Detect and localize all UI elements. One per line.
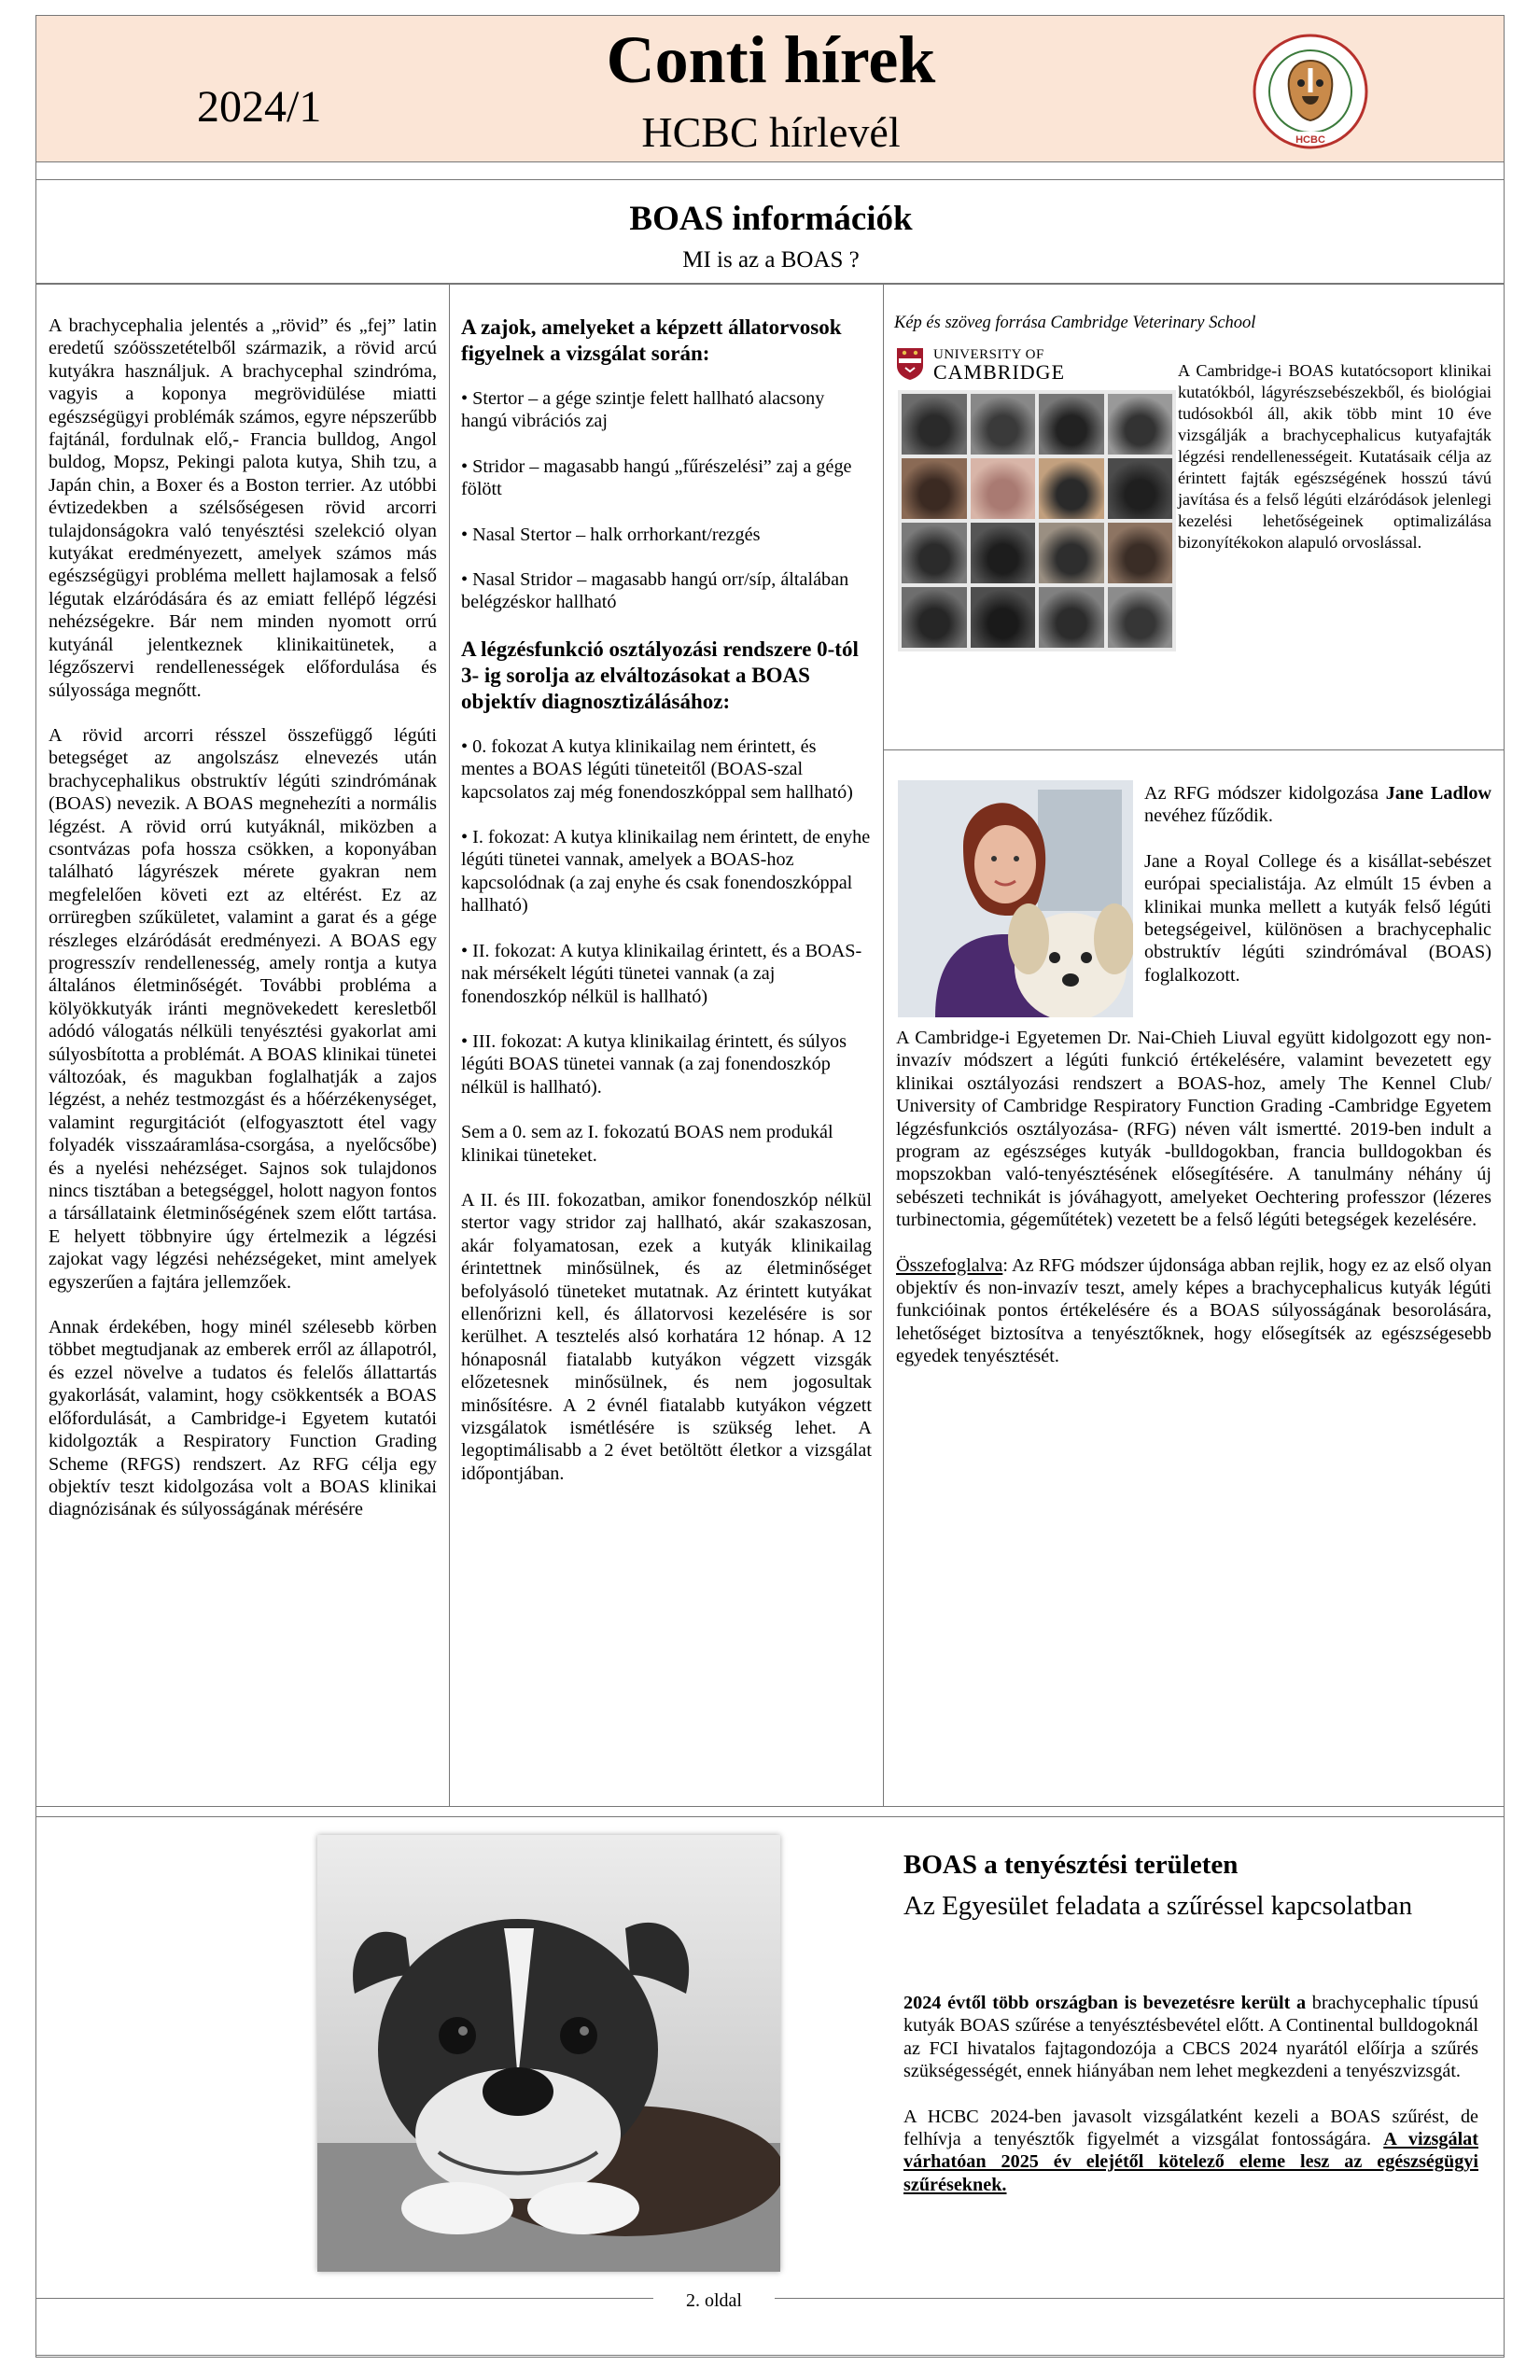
summary-text: : Az RFG módszer újdonsága abban rejlik, hogy ez az első olyan objektív és non-invazív teszt, amely képes a brachycephalicus kutyák légúti funkcióinak pontos értékelésére és a BOAS súlyosságának besorolására, lehetőséget biztosítva a tenyésztőknek, hogy elősegítsék az egészségesebb egyedek tenyésztését.	[896, 1254, 1491, 1367]
nose-photo	[902, 587, 967, 648]
jane-ladlow-photo	[898, 780, 1133, 1017]
breeding-title: BOAS a tenyésztési területen	[903, 1850, 1239, 1880]
source-credit: Kép és szöveg forrása Cambridge Veterinary School	[894, 314, 1256, 332]
jane-intro-sentence	[1144, 782, 1491, 828]
grade-item: • II. fokozat: A kutya klinikailag érintett, és a BOAS-nak mérsékelt légúti tünetei vannak (a zaj fonendoszkóp nélkül is hallható)	[461, 940, 862, 1007]
nose-photo	[1039, 458, 1104, 519]
paragraph: A rövid arcorri résszel összefüggő légúti betegséget az angolszász elnevezés után brachycephalikus obstruktív légúti szindrómának (BOAS) nevezik. A BOAS megnehezíti a normális légzést. A rövid orrú kutyáknál, miközben a csontvázas pofa hossza csökken, a koponyában található lágyrészek mérete gyakran nem megfelelően követi ezt az eltérést. Ez az orrüregben szűkületet, valamint a garat és a gége részleges elzáródását eredményezi. A BOAS egy progresszív rendellenesség, amely rontja a kutya általános életminőségét. További probléma a kölyökkutyák iránti megnövekedett keresletből adódó válogatás nélküli tenyésztési gyakorlat ami súlyosbította a problémát. A BOAS klinikai tünetei változóak, és magukban foglalhatják a zajos légzést, a nehéz testmozgást és a hőérzékenységet, valamint regurgitációt (elfogyasztott étel vagy folyadék visszaáramlása-csorgása, a nyelőcsőbe) és a nyelési nehézséget. Sajnos sok tulajdonos nincs tisztában a betegséggel, holott nagyon fontos a társállataink életminőségének szem előtt tartása. E helyett többnyire úgy értelmezik a légzési zajokat vagy légzési nehézségeket, mint amelyek egyszerűen a fajtára jellemzőek.	[49, 724, 437, 1293]
nose-photo	[902, 458, 967, 519]
nose-photo	[1039, 523, 1104, 583]
jane-intro-text: Az RFG módszer kidolgozása	[1144, 783, 1386, 804]
text: A HCBC 2024-ben javasolt vizsgálatként kezeli a BOAS szűrést, de felhívja a tenyésztők figyelmét a vizsgálat fontosságára.	[903, 2106, 1478, 2150]
breeding-subtitle: Az Egyesület feladata a szűréssel kapcsolatban	[903, 1891, 1413, 1921]
newsletter-title: Conti hírek	[606, 22, 936, 97]
bold-text: 2024 évtől több országban is bevezetésre került a	[903, 1993, 1307, 2013]
newsletter-subtitle: HCBC hírlevél	[641, 108, 901, 156]
grade-item: • III. fokozat: A kutya klinikailag érintett, és súlyos légúti BOAS tünetei vannak (a zaj fonendoszkóp nélkül is hallható).	[461, 1030, 847, 1098]
paragraph: Annak érdekében, hogy minél szélesebb körben többet megtudjanak az emberek erről az állapotról, és ezzel növelve a tudatos és felelős állattartás gyakorlását, valamint, hogy csökkentsék a BOAS előfordulását, a Cambridge-i Egyetem kutatói kidolgozták a Respiratory Function Grading Scheme (RFGS) rendszert. Az RFG célja egy objektív teszt kidolgozása volt a BOAS klinikai diagnózisának és súlyosságának mérésére	[49, 1317, 437, 1520]
bold-underlined-text: A vizsgálat várhatóan 2025 év elejétől kötelező eleme lesz az egészségügyi szűréseknek.	[903, 2129, 1478, 2195]
text: brachycephalic típusú kutyák BOAS szűrése a tenyésztésbevétel előtt. A Continental bulldogoknál az FCI hivatalos fajtagondozója a CBCS 2024 nyarától előírja a szűrés szükségességét, ennek hiányában nem lehet megkezdeni a tenyészvizsgát.	[903, 1993, 1478, 2082]
nose-photo	[971, 523, 1036, 583]
grade-item: • 0. fokozat A kutya klinikailag nem érintett, és mentes a BOAS légúti tüneteitől (BOAS-szal kapcsolatos zaj még fonendoszkóppal sem hallható)	[461, 735, 853, 803]
column-2-text	[461, 315, 872, 1507]
page-number: 2. oldal	[653, 2290, 775, 2312]
noise-item: • Nasal Stridor – magasabb hangú orr/síp, általában belégzéskor hallható	[461, 569, 849, 613]
noise-item: • Stertor – a gége szintje felett hallható alacsony hangú vibrációs zaj	[461, 388, 825, 432]
grade-item: • I. fokozat: A kutya klinikailag nem érintett, de enyhe légúti tünetei vannak, amelyek a BOAS-hoz kapcsolódnak (a zaj enyhe és csak fonendoszkóppal hallható)	[461, 827, 871, 917]
bulldog-illustration	[317, 1835, 780, 2272]
issue-number: 2024/1	[197, 82, 322, 132]
jane-name: Jane Ladlow	[1385, 783, 1491, 804]
nose-photo	[902, 523, 967, 583]
paragraph: A Cambridge-i Egyetemen Dr. Nai-Chieh Liuval együtt kidolgozott egy non-invazív módszert a légúti funkció értékelésére, valamint bevezetett egy klinikai osztályozási rendszert a BOAS-hoz, amely The Kennel Club/ University of Cambridge Respiratory Function Grading -Cambridge Egyetem légzésfunkciós osztályozása- (RFG) néven vált ismertté. 2019-ben indult a program az egészséges kutyák -bulldogokban, francia bulldogokban és mopszokban való-tenyésztésének elősegítésére. A tanulmány néhány új sebészeti technikát is jóváhagyott, amelyeket Oechtering professzor (lézeres turbinectomia, gégeműtétek) vezetett be a felső légúti betegségek kezelésére.	[896, 1028, 1491, 1231]
nose-photo	[971, 458, 1036, 519]
summary-paragraph	[896, 1254, 1491, 1368]
bulldog-photo	[317, 1835, 780, 2272]
column-1-text	[49, 315, 437, 1544]
grading-heading: A légzésfunkció osztályozási rendszere 0-tól 3- ig sorolja az elváltozásokat a BOAS objektív diagnosztizálásához:	[461, 637, 859, 713]
cambridge-logo	[896, 347, 1073, 385]
jane-intro-text-end: nevéhez fűződik.	[1144, 805, 1273, 827]
paragraph: Sem a 0. sem az I. fokozatú BOAS nem produkál klinikai tüneteket.	[461, 1122, 833, 1166]
cambridge-logo-line2: CAMBRIDGE	[933, 360, 1066, 384]
cambridge-crest-icon	[896, 347, 924, 381]
breeding-section	[903, 1848, 1491, 1928]
column-3-text	[896, 1027, 1491, 1391]
newsletter-header	[35, 15, 1505, 162]
nose-photo	[1108, 587, 1173, 648]
club-logo	[1240, 21, 1380, 161]
section-title: BOAS információk	[629, 200, 913, 238]
nose-photo	[971, 394, 1036, 455]
dog-noses-grid-image	[898, 390, 1176, 651]
breeding-text	[903, 1992, 1478, 2219]
jane-intro	[1144, 782, 1491, 987]
nose-photo	[1039, 587, 1104, 648]
noses-grid	[898, 390, 1176, 651]
nose-photo	[1108, 458, 1173, 519]
noise-item: • Stridor – magasabb hangú „fűrészelési” zaj a gége fölött	[461, 455, 852, 500]
section-header	[35, 179, 1505, 284]
nose-photo	[1108, 523, 1173, 583]
noise-item: • Nasal Stertor – halk orrhorkant/rezgés	[461, 524, 761, 545]
nose-photo	[971, 587, 1036, 648]
summary-label: Összefoglalva	[896, 1254, 1003, 1276]
paragraph	[903, 1992, 1478, 2083]
jane-bio: Jane a Royal College és a kisállat-sebészet európai specialistája. Az elmúlt 15 évben a klinikai munka mellett a kutyák felső légúti betegségeivel, különösen a brachycephalic obstruktív légúti szindrómával (BOAS) foglalkozott.	[1144, 850, 1491, 986]
nose-photo	[902, 394, 967, 455]
cambridge-group-text: A Cambridge-i BOAS kutatócsoport klinikai kutatókból, lágyrészsebészekből, és biológiai tudósokból áll, akik több mint 10 éve vizsgálják a brachycephalicus kutyafajták légzési rendellenességeit. Kutatásaik célja az érintett fajták egészségének hosszú távú javítása és a felső légúti elzáródások jelenlegi kezelési lehetőségeinek optimalizálása bizonyítékokon alapuló orvoslással.	[1178, 361, 1491, 552]
cambridge-logo-line1: UNIVERSITY OF	[933, 347, 1044, 362]
paragraph: A brachycephalia jelentés a „rövid” és „fej” latin eredetű szóösszetételből származik, a rövid arcú kutyákra használjuk. A brachycephal szindróma, vagyis a koponya megrövidülése miatti egészségügyi problémák számos, egyre népszerűbb fajtánál, fordulnak elő,- Francia bulldog, Angol buldog, Mopsz, Pekingi palota kutya, Shih tzu, a Japán chin, a Boxer és a Boston terrier. Az utóbbi évtizedekben a szélsőségesen rövid arcorri tulajdonságokra való tenyésztési szelekció olyan kutyákat eredményezett, amelyek számos más egészségügyi probléma mellett hajlamosak a felső légutak elzáródására és az emiatt fellépő légzési nehézségekre. Bár nem minden nyomott orrú kutyánál jelentkeznek klinikaitünetek, a légzőszervi rendellenességek előfordulása és súlyossága megnőtt.	[49, 315, 437, 701]
noise-heading: A zajok, amelyeket a képzett állatorvosok figyelnek a vizsgálat során:	[461, 315, 842, 365]
paragraph	[903, 2106, 1478, 2197]
nose-photo	[1039, 394, 1104, 455]
portrait-illustration	[898, 780, 1133, 1017]
svg-text:HCBC: HCBC	[1295, 134, 1325, 146]
section-subtitle: MI is az a BOAS ?	[682, 247, 860, 273]
nose-photo	[1108, 394, 1173, 455]
paragraph: A II. és III. fokozatban, amikor fonendoszkóp nélkül stertor vagy stridor zaj hallható, akár szakaszosan, akár folyamatosan, ezek a kutyák klinikailag érintettnek minősülnek, és az életminőséget befolyásoló tüneteket mutatnak. Az érintett kutyákat ellenőrizni kell, és állatorvosi kezelésére is sor kerülhet. A tesztelés alsó korhatára 12 hónap. A 12 hónaposnál fiatalabb kutyákon végzett vizsgák előzetesnek minősülnek, és nem jogosultak minősítésre. A 2 évnél fiatalabb kutyákon végzett vizsgálatok ismétlésére is szükség lehet. A legoptimálisabb a 2 évet betöltött életkor a vizsgálat időpontjában.	[461, 1189, 872, 1484]
